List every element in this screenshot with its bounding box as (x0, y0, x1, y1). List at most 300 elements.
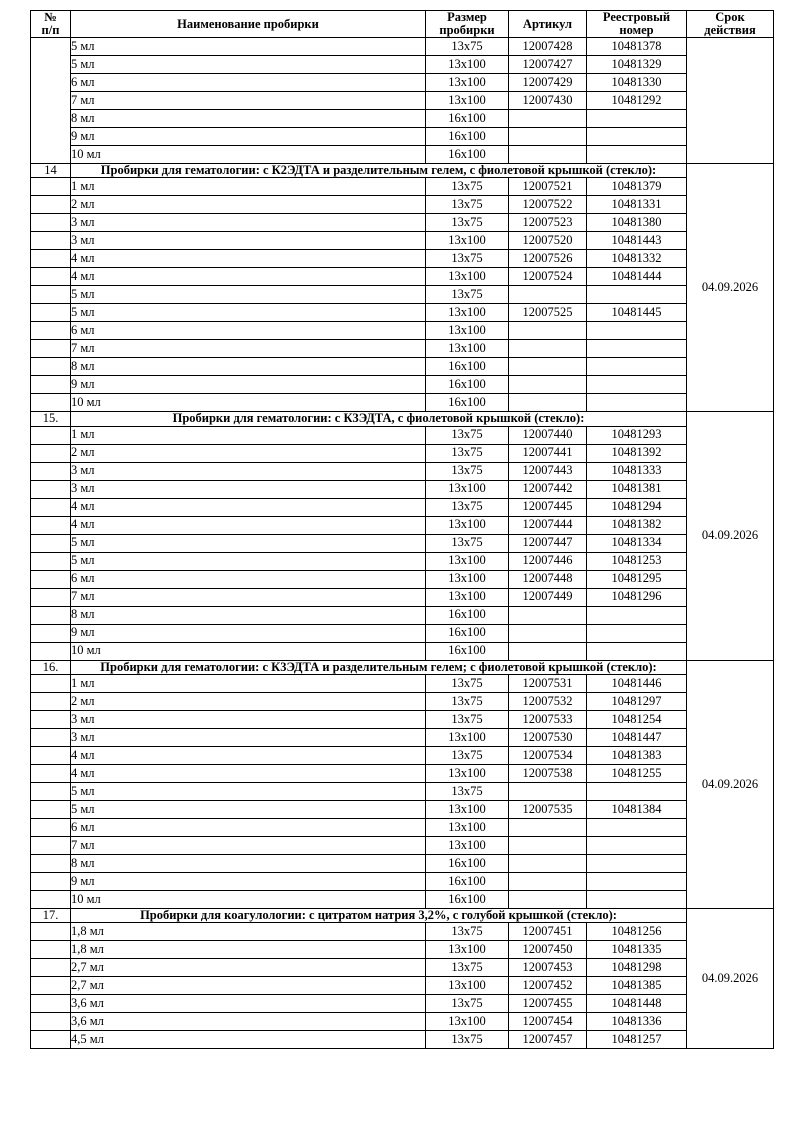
tube-volume: 10 мл (71, 146, 426, 164)
tube-article (509, 322, 587, 340)
tube-registry-number: 10481379 (587, 178, 687, 196)
tube-volume: 5 мл (71, 38, 426, 56)
tube-size: 16х100 (426, 890, 509, 908)
tube-size: 16х100 (426, 358, 509, 376)
table-row (31, 498, 774, 516)
tube-volume: 8 мл (71, 606, 426, 624)
tube-article (509, 286, 587, 304)
table-row (31, 146, 774, 164)
table-row (31, 92, 774, 110)
tube-volume: 10 мл (71, 394, 426, 412)
header-size (426, 11, 509, 38)
table-row (31, 110, 774, 128)
tube-article: 12007534 (509, 746, 587, 764)
table-row (31, 196, 774, 214)
table-row (31, 268, 774, 286)
tube-size: 13х75 (426, 674, 509, 692)
tube-size: 13х75 (426, 214, 509, 232)
tube-registry-table (30, 10, 774, 1049)
table-row (31, 976, 774, 994)
tube-volume: 9 мл (71, 376, 426, 394)
tube-size: 13х75 (426, 710, 509, 728)
tube-article (509, 394, 587, 412)
table-row (31, 958, 774, 976)
tube-article: 12007526 (509, 250, 587, 268)
tube-registry-number: 10481330 (587, 74, 687, 92)
tube-size: 16х100 (426, 110, 509, 128)
row-number: 15. (31, 412, 71, 426)
tube-volume: 7 мл (71, 92, 426, 110)
table-row (31, 922, 774, 940)
tube-size: 13х100 (426, 836, 509, 854)
table-row (31, 232, 774, 250)
tube-volume: 4 мл (71, 268, 426, 286)
tube-size: 16х100 (426, 146, 509, 164)
tube-article: 12007455 (509, 994, 587, 1012)
table-row (31, 552, 774, 570)
tube-registry-number: 10481329 (587, 56, 687, 74)
tube-volume: 6 мл (71, 74, 426, 92)
tube-article (509, 358, 587, 376)
tube-volume: 4 мл (71, 746, 426, 764)
row-number-filler (31, 304, 71, 322)
section-row (31, 908, 774, 922)
tube-registry-number: 10481296 (587, 588, 687, 606)
tube-volume: 2,7 мл (71, 976, 426, 994)
tube-size: 13х75 (426, 426, 509, 444)
tube-registry-number: 10481384 (587, 800, 687, 818)
tube-volume: 3,6 мл (71, 994, 426, 1012)
section-title: Пробирки для коагулологии: с цитратом натрия 3,2%, с голубой крышкой (стекло): (71, 908, 687, 922)
tube-article: 12007532 (509, 692, 587, 710)
tube-volume: 7 мл (71, 340, 426, 358)
tube-size: 13х75 (426, 462, 509, 480)
tube-article: 12007454 (509, 1012, 587, 1030)
tube-size: 16х100 (426, 642, 509, 660)
tube-registry-number: 10481297 (587, 692, 687, 710)
table-row (31, 516, 774, 534)
tube-article: 12007428 (509, 38, 587, 56)
tube-volume: 3 мл (71, 710, 426, 728)
row-number-filler (31, 232, 71, 250)
tube-size: 13х75 (426, 958, 509, 976)
tube-volume: 5 мл (71, 800, 426, 818)
row-number-filler (31, 890, 71, 908)
validity-date: 04.09.2026 (687, 164, 774, 412)
tube-registry-number: 10481295 (587, 570, 687, 588)
tube-size: 13х100 (426, 322, 509, 340)
row-number-filler (31, 728, 71, 746)
tube-article: 12007429 (509, 74, 587, 92)
tube-article: 12007450 (509, 940, 587, 958)
row-number-filler (31, 764, 71, 782)
row-number-filler (31, 286, 71, 304)
table-row (31, 1012, 774, 1030)
tube-volume: 6 мл (71, 570, 426, 588)
tube-volume: 3 мл (71, 214, 426, 232)
tube-article: 12007531 (509, 674, 587, 692)
tube-size: 13х100 (426, 232, 509, 250)
tube-size: 16х100 (426, 128, 509, 146)
tube-size: 13х100 (426, 1012, 509, 1030)
row-number-filler (31, 376, 71, 394)
tube-registry-number (587, 110, 687, 128)
tube-size: 13х100 (426, 728, 509, 746)
tube-registry-number: 10481298 (587, 958, 687, 976)
tube-volume: 3,6 мл (71, 1012, 426, 1030)
tube-volume: 1 мл (71, 674, 426, 692)
row-number-filler (31, 250, 71, 268)
section-row (31, 164, 774, 178)
tube-article: 12007535 (509, 800, 587, 818)
tube-volume: 5 мл (71, 56, 426, 74)
table-row (31, 358, 774, 376)
tube-size: 16х100 (426, 872, 509, 890)
tube-volume: 8 мл (71, 854, 426, 872)
table-row (31, 872, 774, 890)
row-number-filler (31, 606, 71, 624)
table-row (31, 480, 774, 498)
tube-article (509, 818, 587, 836)
tube-volume: 8 мл (71, 358, 426, 376)
table-row (31, 322, 774, 340)
row-number-filler (31, 836, 71, 854)
row-number: 14 (31, 164, 71, 178)
table-row (31, 854, 774, 872)
tube-size: 16х100 (426, 376, 509, 394)
row-number-filler (31, 922, 71, 940)
tube-registry-number (587, 642, 687, 660)
tube-article: 12007440 (509, 426, 587, 444)
row-number-filler (31, 462, 71, 480)
row-number-filler (31, 552, 71, 570)
tube-article (509, 606, 587, 624)
tube-size: 16х100 (426, 394, 509, 412)
tube-volume: 6 мл (71, 818, 426, 836)
row-number (31, 38, 71, 164)
header-num (31, 11, 71, 38)
row-number-filler (31, 872, 71, 890)
row-number-filler (31, 976, 71, 994)
tube-size: 13х100 (426, 56, 509, 74)
table-row (31, 890, 774, 908)
row-number-filler (31, 480, 71, 498)
table-row (31, 462, 774, 480)
tube-article: 12007443 (509, 462, 587, 480)
tube-article: 12007533 (509, 710, 587, 728)
tube-size: 13х100 (426, 976, 509, 994)
row-number-filler (31, 322, 71, 340)
tube-registry-number: 10481381 (587, 480, 687, 498)
tube-registry-number (587, 286, 687, 304)
tube-article (509, 872, 587, 890)
row-number-filler (31, 178, 71, 196)
tube-article (509, 642, 587, 660)
row-number-filler (31, 624, 71, 642)
tube-registry-number: 10481392 (587, 444, 687, 462)
table-row (31, 74, 774, 92)
tube-article: 12007442 (509, 480, 587, 498)
tube-volume: 1,8 мл (71, 940, 426, 958)
row-number-filler (31, 642, 71, 660)
tube-volume: 5 мл (71, 304, 426, 322)
tube-registry-number (587, 872, 687, 890)
tube-registry-number (587, 358, 687, 376)
tube-registry-number: 10481383 (587, 746, 687, 764)
table-row (31, 214, 774, 232)
tube-registry-number (587, 128, 687, 146)
table-row (31, 624, 774, 642)
tube-volume: 9 мл (71, 872, 426, 890)
tube-size: 13х75 (426, 534, 509, 552)
tube-registry-number: 10481293 (587, 426, 687, 444)
tube-article (509, 854, 587, 872)
row-number-filler (31, 746, 71, 764)
tube-volume: 9 мл (71, 128, 426, 146)
tube-article (509, 376, 587, 394)
tube-article: 12007427 (509, 56, 587, 74)
section-title: Пробирки для гематологии: с К3ЭДТА, с фиолетовой крышкой (стекло): (71, 412, 687, 426)
tube-volume: 7 мл (71, 836, 426, 854)
tube-size: 13х75 (426, 1030, 509, 1048)
header-size-line1: Размер (447, 10, 487, 24)
tube-registry-number (587, 854, 687, 872)
table-row (31, 534, 774, 552)
tube-volume: 1,8 мл (71, 922, 426, 940)
tube-article (509, 110, 587, 128)
tube-article (509, 340, 587, 358)
tube-size: 13х75 (426, 196, 509, 214)
tube-registry-number (587, 818, 687, 836)
table-row (31, 606, 774, 624)
table-row (31, 994, 774, 1012)
table-row (31, 674, 774, 692)
tube-size: 13х75 (426, 38, 509, 56)
tube-size: 16х100 (426, 606, 509, 624)
row-number-filler (31, 394, 71, 412)
tube-article: 12007449 (509, 588, 587, 606)
table-body (31, 38, 774, 1049)
tube-article: 12007453 (509, 958, 587, 976)
table-row (31, 940, 774, 958)
table-row (31, 394, 774, 412)
tube-article: 12007444 (509, 516, 587, 534)
row-number-filler (31, 782, 71, 800)
header-registry (587, 11, 687, 38)
row-number-filler (31, 994, 71, 1012)
tube-registry-number: 10481380 (587, 214, 687, 232)
table-row (31, 588, 774, 606)
tube-size: 13х75 (426, 444, 509, 462)
tube-article: 12007447 (509, 534, 587, 552)
tube-volume: 5 мл (71, 782, 426, 800)
tube-volume: 5 мл (71, 552, 426, 570)
tube-registry-number: 10481444 (587, 268, 687, 286)
tube-registry-number: 10481382 (587, 516, 687, 534)
tube-size: 13х75 (426, 994, 509, 1012)
header-article: Артикул (509, 11, 587, 38)
tube-volume: 7 мл (71, 588, 426, 606)
tube-registry-number (587, 322, 687, 340)
table-row (31, 286, 774, 304)
tube-volume: 2 мл (71, 444, 426, 462)
row-number-filler (31, 800, 71, 818)
tube-size: 13х100 (426, 304, 509, 322)
row-number: 17. (31, 908, 71, 922)
tube-volume: 4,5 мл (71, 1030, 426, 1048)
tube-registry-number: 10481255 (587, 764, 687, 782)
tube-article: 12007521 (509, 178, 587, 196)
tube-article: 12007525 (509, 304, 587, 322)
row-number-filler (31, 534, 71, 552)
tube-size: 16х100 (426, 624, 509, 642)
tube-registry-number (587, 146, 687, 164)
tube-volume: 6 мл (71, 322, 426, 340)
tube-volume: 3 мл (71, 728, 426, 746)
tube-volume: 2 мл (71, 196, 426, 214)
validity-date: 04.09.2026 (687, 412, 774, 660)
table-row (31, 376, 774, 394)
header-validity-line2: действия (704, 23, 756, 38)
validity-date (687, 38, 774, 164)
row-number-filler (31, 516, 71, 534)
header-num-line1: № (44, 10, 57, 24)
section-row (31, 660, 774, 674)
row-number-filler (31, 940, 71, 958)
row-number: 16. (31, 660, 71, 674)
tube-article: 12007457 (509, 1030, 587, 1048)
row-number-filler (31, 710, 71, 728)
tube-size: 13х75 (426, 250, 509, 268)
row-number-filler (31, 358, 71, 376)
header-registry-line2: номер (619, 23, 654, 38)
tube-registry-number (587, 606, 687, 624)
tube-registry-number: 10481254 (587, 710, 687, 728)
tube-article (509, 624, 587, 642)
table-row (31, 128, 774, 146)
tube-article: 12007448 (509, 570, 587, 588)
row-number-filler (31, 958, 71, 976)
tube-size: 16х100 (426, 854, 509, 872)
tube-article (509, 146, 587, 164)
tube-article: 12007445 (509, 498, 587, 516)
tube-registry-number (587, 836, 687, 854)
tube-size: 13х75 (426, 498, 509, 516)
tube-registry-number: 10481256 (587, 922, 687, 940)
tube-article (509, 128, 587, 146)
tube-volume: 10 мл (71, 890, 426, 908)
tube-article: 12007522 (509, 196, 587, 214)
validity-date: 04.09.2026 (687, 908, 774, 1048)
table-row (31, 178, 774, 196)
tube-article (509, 782, 587, 800)
tube-article: 12007446 (509, 552, 587, 570)
tube-registry-number: 10481336 (587, 1012, 687, 1030)
row-number-filler (31, 444, 71, 462)
table-header-row (31, 11, 774, 38)
tube-registry-number (587, 340, 687, 358)
table-row (31, 426, 774, 444)
row-number-filler (31, 570, 71, 588)
tube-size: 13х100 (426, 340, 509, 358)
table-row (31, 1030, 774, 1048)
tube-registry-number: 10481334 (587, 534, 687, 552)
tube-size: 13х100 (426, 552, 509, 570)
tube-size: 13х100 (426, 480, 509, 498)
tube-article (509, 890, 587, 908)
tube-registry-number (587, 890, 687, 908)
table-row (31, 304, 774, 322)
tube-registry-number: 10481443 (587, 232, 687, 250)
tube-volume: 3 мл (71, 462, 426, 480)
tube-registry-number: 10481447 (587, 728, 687, 746)
tube-size: 13х75 (426, 782, 509, 800)
table-row (31, 692, 774, 710)
table-row (31, 818, 774, 836)
header-validity (687, 11, 774, 38)
table-row (31, 800, 774, 818)
table-row (31, 642, 774, 660)
row-number-filler (31, 426, 71, 444)
tube-registry-number: 10481331 (587, 196, 687, 214)
tube-size: 13х75 (426, 692, 509, 710)
tube-volume: 3 мл (71, 232, 426, 250)
table-row (31, 746, 774, 764)
tube-size: 13х100 (426, 570, 509, 588)
tube-registry-number: 10481257 (587, 1030, 687, 1048)
tube-volume: 4 мл (71, 498, 426, 516)
tube-registry-number: 10481446 (587, 674, 687, 692)
row-number-filler (31, 196, 71, 214)
tube-registry-number: 10481448 (587, 994, 687, 1012)
section-title: Пробирки для гематологии: с К2ЭДТА и разделительным гелем, с фиолетовой крышкой (стекло): (71, 164, 687, 178)
tube-registry-number: 10481335 (587, 940, 687, 958)
header-name: Наименование пробирки (71, 11, 426, 38)
tube-size: 13х100 (426, 800, 509, 818)
row-number-filler (31, 1012, 71, 1030)
tube-registry-number: 10481294 (587, 498, 687, 516)
tube-volume: 4 мл (71, 764, 426, 782)
tube-article: 12007523 (509, 214, 587, 232)
tube-volume: 4 мл (71, 250, 426, 268)
tube-size: 13х100 (426, 268, 509, 286)
table-header (31, 11, 774, 38)
table-row (31, 250, 774, 268)
tube-article: 12007520 (509, 232, 587, 250)
tube-article: 12007430 (509, 92, 587, 110)
tube-volume: 1 мл (71, 178, 426, 196)
tube-registry-number: 10481445 (587, 304, 687, 322)
tube-size: 13х100 (426, 764, 509, 782)
section-title: Пробирки для гематологии: с К3ЭДТА и разделительным гелем; с фиолетовой крышкой (стекло): (71, 660, 687, 674)
row-number-filler (31, 818, 71, 836)
table-row (31, 710, 774, 728)
tube-article (509, 836, 587, 854)
tube-size: 13х100 (426, 92, 509, 110)
table-row (31, 764, 774, 782)
tube-size: 13х75 (426, 286, 509, 304)
tube-article: 12007451 (509, 922, 587, 940)
table-row (31, 570, 774, 588)
row-number-filler (31, 1030, 71, 1048)
table-row (31, 340, 774, 358)
row-number-filler (31, 588, 71, 606)
tube-size: 13х100 (426, 516, 509, 534)
row-number-filler (31, 674, 71, 692)
tube-size: 13х100 (426, 74, 509, 92)
tube-volume: 2,7 мл (71, 958, 426, 976)
tube-volume: 5 мл (71, 286, 426, 304)
